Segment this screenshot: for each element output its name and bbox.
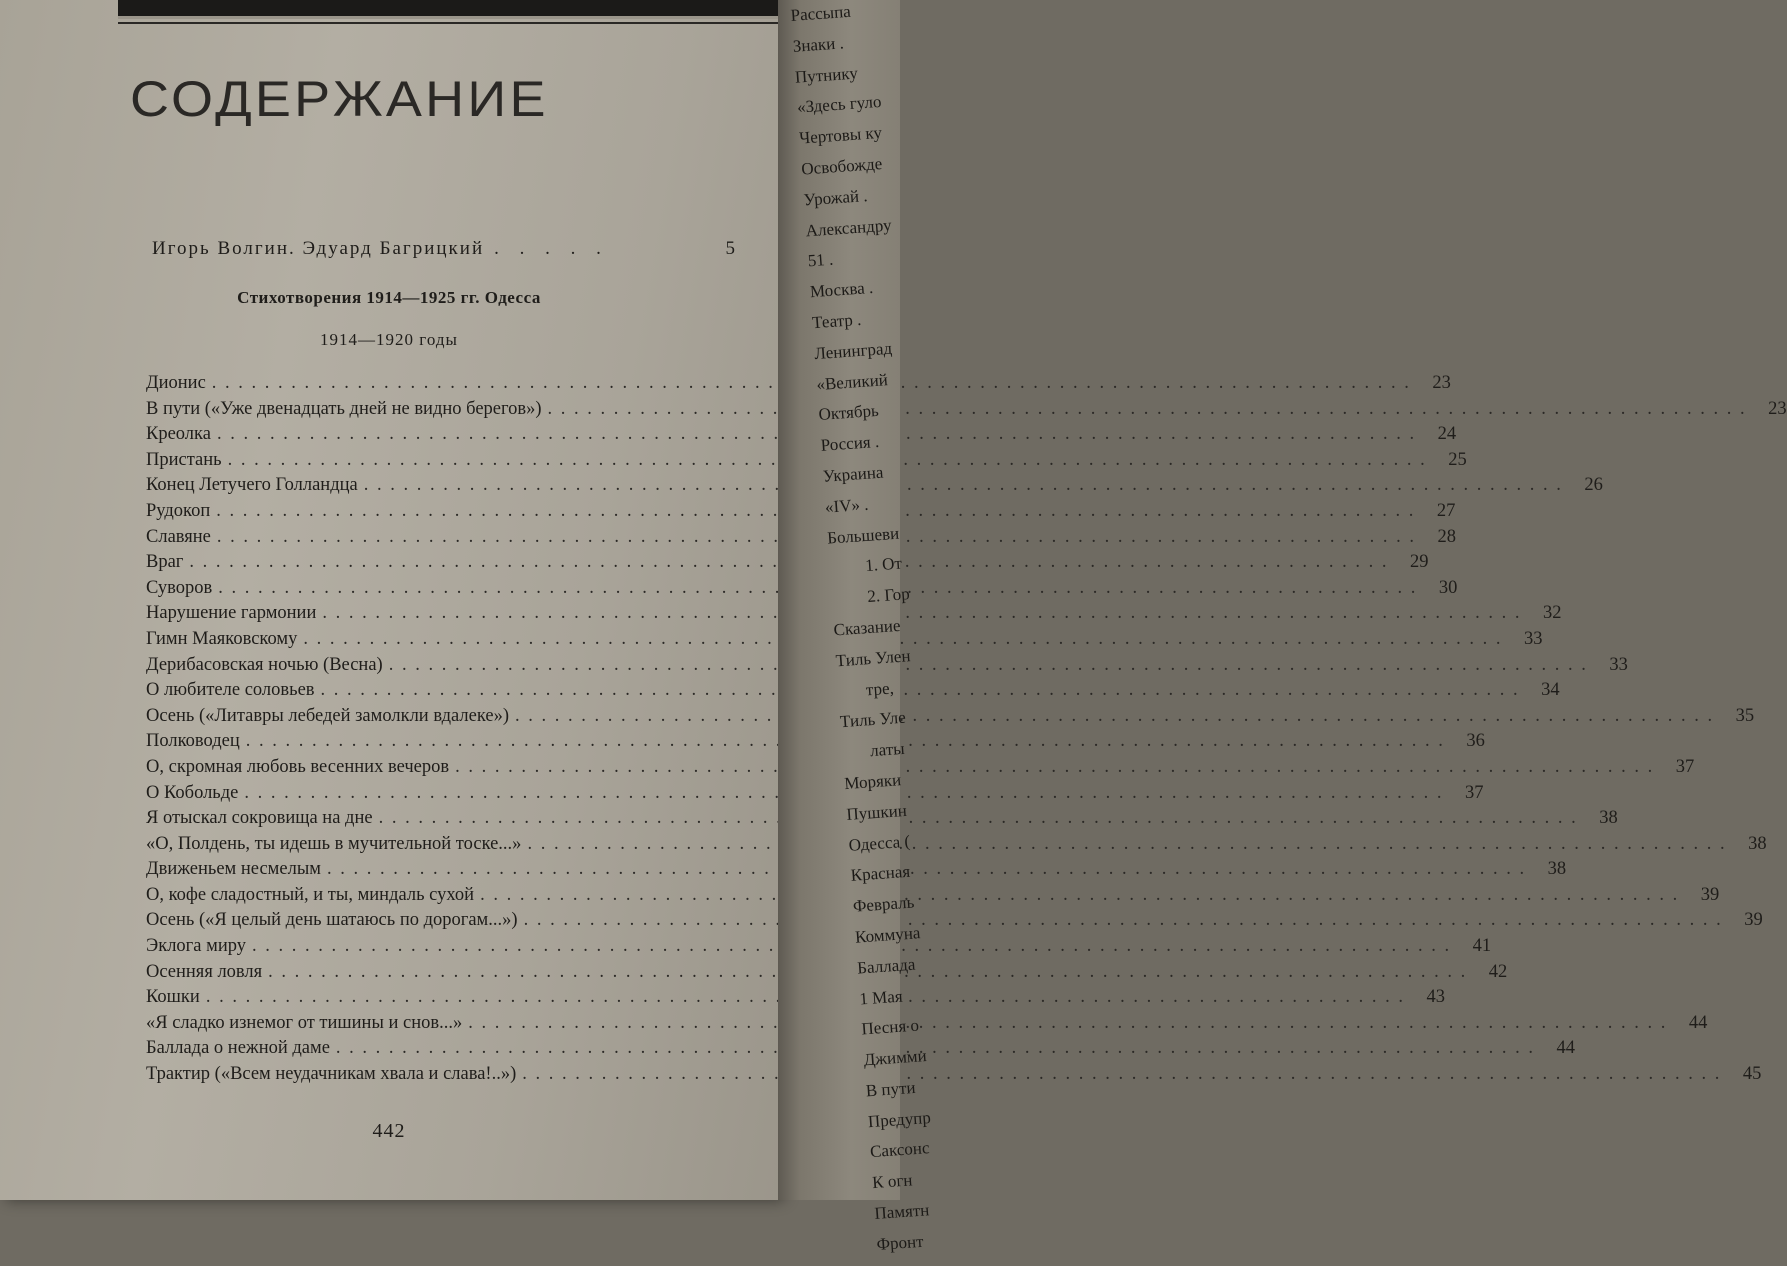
toc-entry-page: 44 — [1688, 1012, 1708, 1033]
right-page-item: Сказание — [832, 615, 902, 640]
toc-entry-title: О любителе соловьев — [146, 680, 315, 701]
right-page-item: Фронт — [875, 1231, 925, 1254]
toc-entry-title: Движеньем несмелым — [146, 859, 321, 880]
toc-entry-page: 28 — [1437, 526, 1457, 547]
right-page-item: Знаки . — [792, 33, 845, 56]
toc-entry-leader-dots — [322, 603, 1521, 624]
toc-entry-title: Дерибасовская ночью (Весна) — [146, 654, 383, 675]
right-page-item: Россия . — [820, 432, 880, 456]
right-page-item: Предупр — [867, 1107, 932, 1131]
toc-entry-page: 39 — [1744, 910, 1763, 931]
toc-entry-page: 38 — [1547, 859, 1567, 880]
toc-entry-title: Славяне — [146, 526, 211, 547]
right-page-item: Баллада — [856, 954, 916, 978]
toc-entry-leader-dots — [389, 655, 1588, 676]
toc-entry-title: Нарушение гармонии — [146, 603, 317, 624]
toc-entry-title: О, кофе сладостный, и ты, миндаль сухой — [146, 884, 475, 905]
toc-entry-title: Осень («Я целый день шатаюсь по дорогам...») — [146, 910, 518, 931]
toc-entry-page: 33 — [1523, 628, 1543, 649]
right-page-item: Урожай . — [802, 185, 869, 210]
intro-entry — [152, 238, 737, 260]
toc-entry-leader-dots — [379, 808, 1578, 829]
toc-entry — [146, 475, 1603, 501]
right-page-item: Большеви — [826, 523, 900, 548]
top-thin-rule — [118, 22, 778, 24]
toc-entry-page: 36 — [1466, 731, 1485, 752]
toc-entry-page: 34 — [1541, 680, 1560, 701]
toc-entry-title: Дионис — [146, 373, 206, 393]
toc-entry-page: 38 — [1599, 808, 1618, 829]
toc-entry-page: 41 — [1472, 936, 1492, 957]
right-page-item: тре, — [865, 677, 895, 699]
right-page-item: Чертовы ку — [798, 123, 883, 148]
right-page-item: Театр . — [811, 309, 862, 333]
toc-entry-title: Трактир («Всем неудачникам хвала и слава!..») — [146, 1064, 517, 1085]
right-page-item: Песня о — [860, 1015, 920, 1039]
toc-entry-title: «О, Полдень, ты идешь в мучительной тоске...» — [146, 833, 522, 854]
toc-entry-page: 29 — [1410, 552, 1429, 573]
right-page-item: Тиль Улен — [835, 645, 912, 671]
toc-entry-leader-dots — [548, 399, 1747, 420]
page-number: 442 — [372, 1120, 406, 1142]
right-page-item: Александру — [805, 215, 893, 241]
toc-entry-title: «Я сладко изнемог от тишины и снов...» — [146, 1012, 463, 1033]
right-page-item: Октябрь — [817, 401, 880, 425]
right-page-item: Памятн — [873, 1200, 930, 1224]
page-heading: СОДЕРЖАНИЕ — [130, 71, 549, 127]
toc-entry-title: О, скромная любовь весенних вечеров — [146, 756, 450, 777]
book-page-right — [778, 0, 932, 1254]
toc-entry-page: 26 — [1584, 475, 1603, 496]
toc-entry-title: Баллада о нежной даме — [146, 1038, 330, 1059]
toc-entry-page: 44 — [1556, 1038, 1576, 1059]
toc-entry-page: 33 — [1609, 654, 1628, 675]
toc-entry-title: Враг — [146, 552, 184, 573]
right-page-item: В пути — [865, 1077, 917, 1101]
toc-entry-page: 30 — [1438, 577, 1458, 598]
toc-entry-title: Осенняя ловля — [146, 961, 263, 982]
right-page-item: Рассыпа — [790, 1, 852, 25]
right-page-item: Коммуна — [854, 923, 921, 947]
toc-entry-page: 43 — [1426, 987, 1445, 1008]
section-title: Стихотворения 1914—1925 гг. Одесса — [237, 288, 541, 307]
toc-entry — [146, 628, 1543, 655]
toc-entry-title: Гимн Маяковскому — [146, 628, 298, 649]
toc-entry-page: 45 — [1742, 1064, 1762, 1085]
toc-entry — [146, 936, 1492, 962]
right-page-item: «Великий — [815, 369, 889, 394]
toc-entry-title: Пристань — [146, 449, 222, 470]
right-page-item: Джимми — [863, 1046, 928, 1070]
toc-entry-page: 38 — [1748, 833, 1767, 854]
right-page-item: К огн — [871, 1170, 914, 1193]
toc-entry-title: В пути («Уже двенадцать дней не видно берегов») — [146, 398, 542, 419]
toc-entry-leader-dots — [480, 885, 1679, 906]
toc-entry-title: Полководец — [146, 731, 240, 752]
toc-entry-leader-dots — [524, 910, 1723, 931]
toc-entry-leader-dots — [527, 834, 1726, 855]
toc-entry-title: Я отыскал сокровища на дне — [146, 808, 373, 829]
toc-entry-title: Эклога миру — [146, 936, 246, 957]
toc-entry-leader-dots — [522, 1064, 1721, 1085]
right-page-item: Февраль — [852, 892, 915, 916]
right-page-item: «Здесь гуло — [796, 92, 883, 118]
toc-entry-page: 42 — [1488, 961, 1508, 982]
toc-entry-title: Суворов — [146, 577, 213, 598]
right-page-item: Украина — [822, 462, 884, 486]
right-page-item: Саксонс — [869, 1138, 931, 1162]
right-page-item: латы — [869, 738, 906, 761]
subsection-title: 1914—1920 годы — [320, 330, 458, 349]
right-page-item: Москва . — [809, 278, 874, 302]
toc-entry-title: О Кобольде — [146, 782, 239, 803]
toc-entry-page: 37 — [1465, 782, 1484, 803]
right-page-item: Моряки — [843, 770, 902, 794]
right-page-item: Одесса ( — [848, 831, 911, 855]
toc-entry-page: 23 — [1432, 373, 1451, 393]
right-page-item: Тиль Уле — [839, 708, 907, 732]
toc-entry-title: Креолка — [146, 424, 211, 445]
right-page-item: Красная — [850, 862, 911, 886]
toc-entry-page: 32 — [1542, 603, 1562, 624]
intro-dots: . . . . . — [494, 238, 609, 259]
toc-entry-page: 24 — [1437, 424, 1457, 445]
toc-entry-leader-dots — [455, 757, 1654, 778]
toc-entry-leader-dots — [468, 1013, 1667, 1034]
toc-entry-page: 25 — [1448, 449, 1467, 470]
toc-entry-title: Рудокоп — [146, 500, 211, 521]
right-page-item: 2. Гор — [866, 584, 911, 607]
toc-entry-page: 35 — [1735, 705, 1755, 726]
right-page-item: Пушкин — [845, 800, 908, 824]
right-page-item: 51 . — [807, 249, 834, 271]
toc-entry-title: Конец Летучего Голландца — [146, 475, 358, 496]
toc-entry-page: 37 — [1675, 756, 1695, 777]
toc-entry-title: Кошки — [146, 987, 200, 1008]
intro-author: Игорь Волгин. Эдуард Багрицкий — [152, 238, 485, 259]
toc-entry-page: 23 — [1768, 398, 1787, 419]
intro-page: 5 — [725, 238, 737, 259]
toc-entry-title: Осень («Литавры лебедей замолкли вдалеке») — [146, 705, 509, 726]
top-decorative-rule — [118, 0, 778, 19]
right-page-item: 1 Мая — [858, 986, 904, 1009]
right-page-item: Освобожде — [800, 153, 883, 179]
toc-entry-page: 27 — [1436, 500, 1456, 521]
toc-entry-page: 39 — [1700, 884, 1720, 905]
right-page-item: Ленинград — [813, 338, 893, 363]
right-page-item: 1. От — [864, 553, 903, 576]
toc-entry-leader-dots — [364, 475, 1563, 496]
toc-entry-leader-dots — [515, 706, 1714, 727]
right-page-item: Путнику — [794, 63, 859, 87]
right-page-item: «IV» . — [824, 494, 870, 517]
